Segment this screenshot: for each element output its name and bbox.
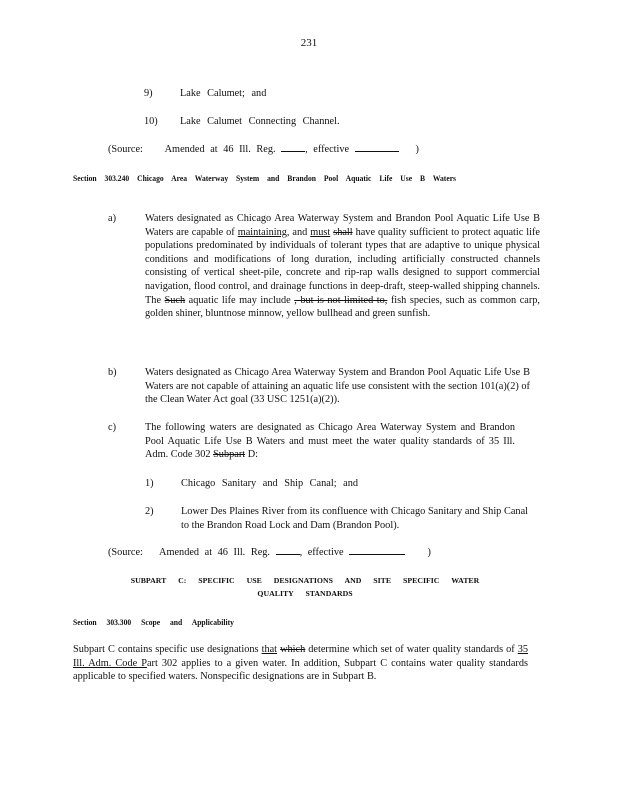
deleted-text: which <box>280 644 306 655</box>
list-item-label: 1) <box>145 478 154 489</box>
page-number: 231 <box>300 37 318 49</box>
source-effective: , effective <box>299 547 344 558</box>
subpart-heading-line2: QUALITY STANDARDS <box>257 589 353 598</box>
source-amended: Amended at 46 Ill. Reg. <box>159 547 270 558</box>
subsection-label: b) <box>108 367 117 378</box>
date-blank <box>355 142 399 152</box>
volume-blank <box>276 545 300 555</box>
inserted-text: maintaining <box>237 226 287 238</box>
subsection-b-text: Waters designated as Chicago Area Waterway System and Brandon Pool Aquatic Life Use B Waters are not capable of attaining an aquatic life use consistent with the section 101(a)(2) of the Clean Water Act goal (33 USC 1251(a)(2)). <box>145 367 530 406</box>
inserted-text: must <box>310 226 331 238</box>
section-heading: Section 303.240 Chicago Area Waterway System and Brandon Pool Aquatic Life Use B Waters <box>73 173 457 183</box>
deleted-text: Such <box>164 294 186 306</box>
source-note <box>108 142 419 157</box>
list-item-label: 2) <box>145 506 154 517</box>
subpart-heading-line1: SUBPART C: SPECIFIC USE DESIGNATIONS AND SITE SPECIFIC WATER <box>130 576 480 585</box>
source-effective: , effective <box>305 144 350 155</box>
subpart-heading <box>60 574 550 600</box>
list-item-label: 9) <box>144 88 153 99</box>
source-close: ) <box>415 144 419 155</box>
inserted-text: 35 Ill. Adm. Code P <box>73 644 529 669</box>
list-item-label: 10) <box>144 116 158 127</box>
subsection-label: c) <box>108 422 116 433</box>
source-amended: Amended at 46 Ill. Reg. <box>164 144 276 155</box>
volume-blank <box>281 142 305 152</box>
list-item-text: Chicago Sanitary and Ship Canal; and <box>181 478 358 489</box>
subsection-label: a) <box>108 213 116 224</box>
subsection-a-text: Waters designated as Chicago Area Waterway System and Brandon Pool Aquatic Life Use B Waters are capable of maintaining, and must shall have quality sufficient to protect aquatic life populations predominated by individuals of tolerant types that are adaptive to unique physical conditions and modifications of long duration, including artificially constructed channels consisting of vertical sheet-pile, concrete and rip-rap walls designed to support commercial navigation, flood control, and drainage functions in deep-draft, steep-walled shipping channels. The Such aquatic life may include , but is not limited to, fish species, such as common carp, golden shiner, bluntnose minnow, yellow bullhead and green sunfish. <box>145 213 541 320</box>
section-heading: Section 303.300 Scope and Applicability <box>73 617 234 627</box>
date-blank <box>349 545 405 555</box>
list-item-text: Lake Calumet; and <box>180 88 267 99</box>
source-close: ) <box>427 547 431 558</box>
source-note <box>108 545 431 560</box>
inserted-text: that <box>261 644 278 655</box>
list-item-text: Lake Calumet Connecting Channel. <box>180 116 340 127</box>
list-item-text: Lower Des Plaines River from its confluence with Chicago Sanitary and Ship Canal to the Brandon Road Lock and Dam (Brandon Pool). <box>181 506 528 531</box>
source-prefix: (Source: <box>108 144 143 155</box>
source-prefix: (Source: <box>108 547 143 558</box>
subsection-c-text: The following waters are designated as Chicago Area Waterway System and Brandon Pool Aquatic Life Use B Waters and must meet the water quality standards of 35 Ill. Adm. Code 302 Subpart D: <box>145 422 515 461</box>
deleted-text: Subpart <box>213 449 246 461</box>
deleted-text: shall <box>333 226 353 238</box>
section-303-300-text: Subpart C contains specific use designations that which determine which set of water quality standards of 35 Ill. Adm. Code Part 302 applies to a given water. In addition, Subpart C contains water quality standards applicable to specified waters. Nonspecific designations are in Subpart B. <box>73 644 529 683</box>
deleted-text: , but is not limited to, <box>294 294 388 306</box>
